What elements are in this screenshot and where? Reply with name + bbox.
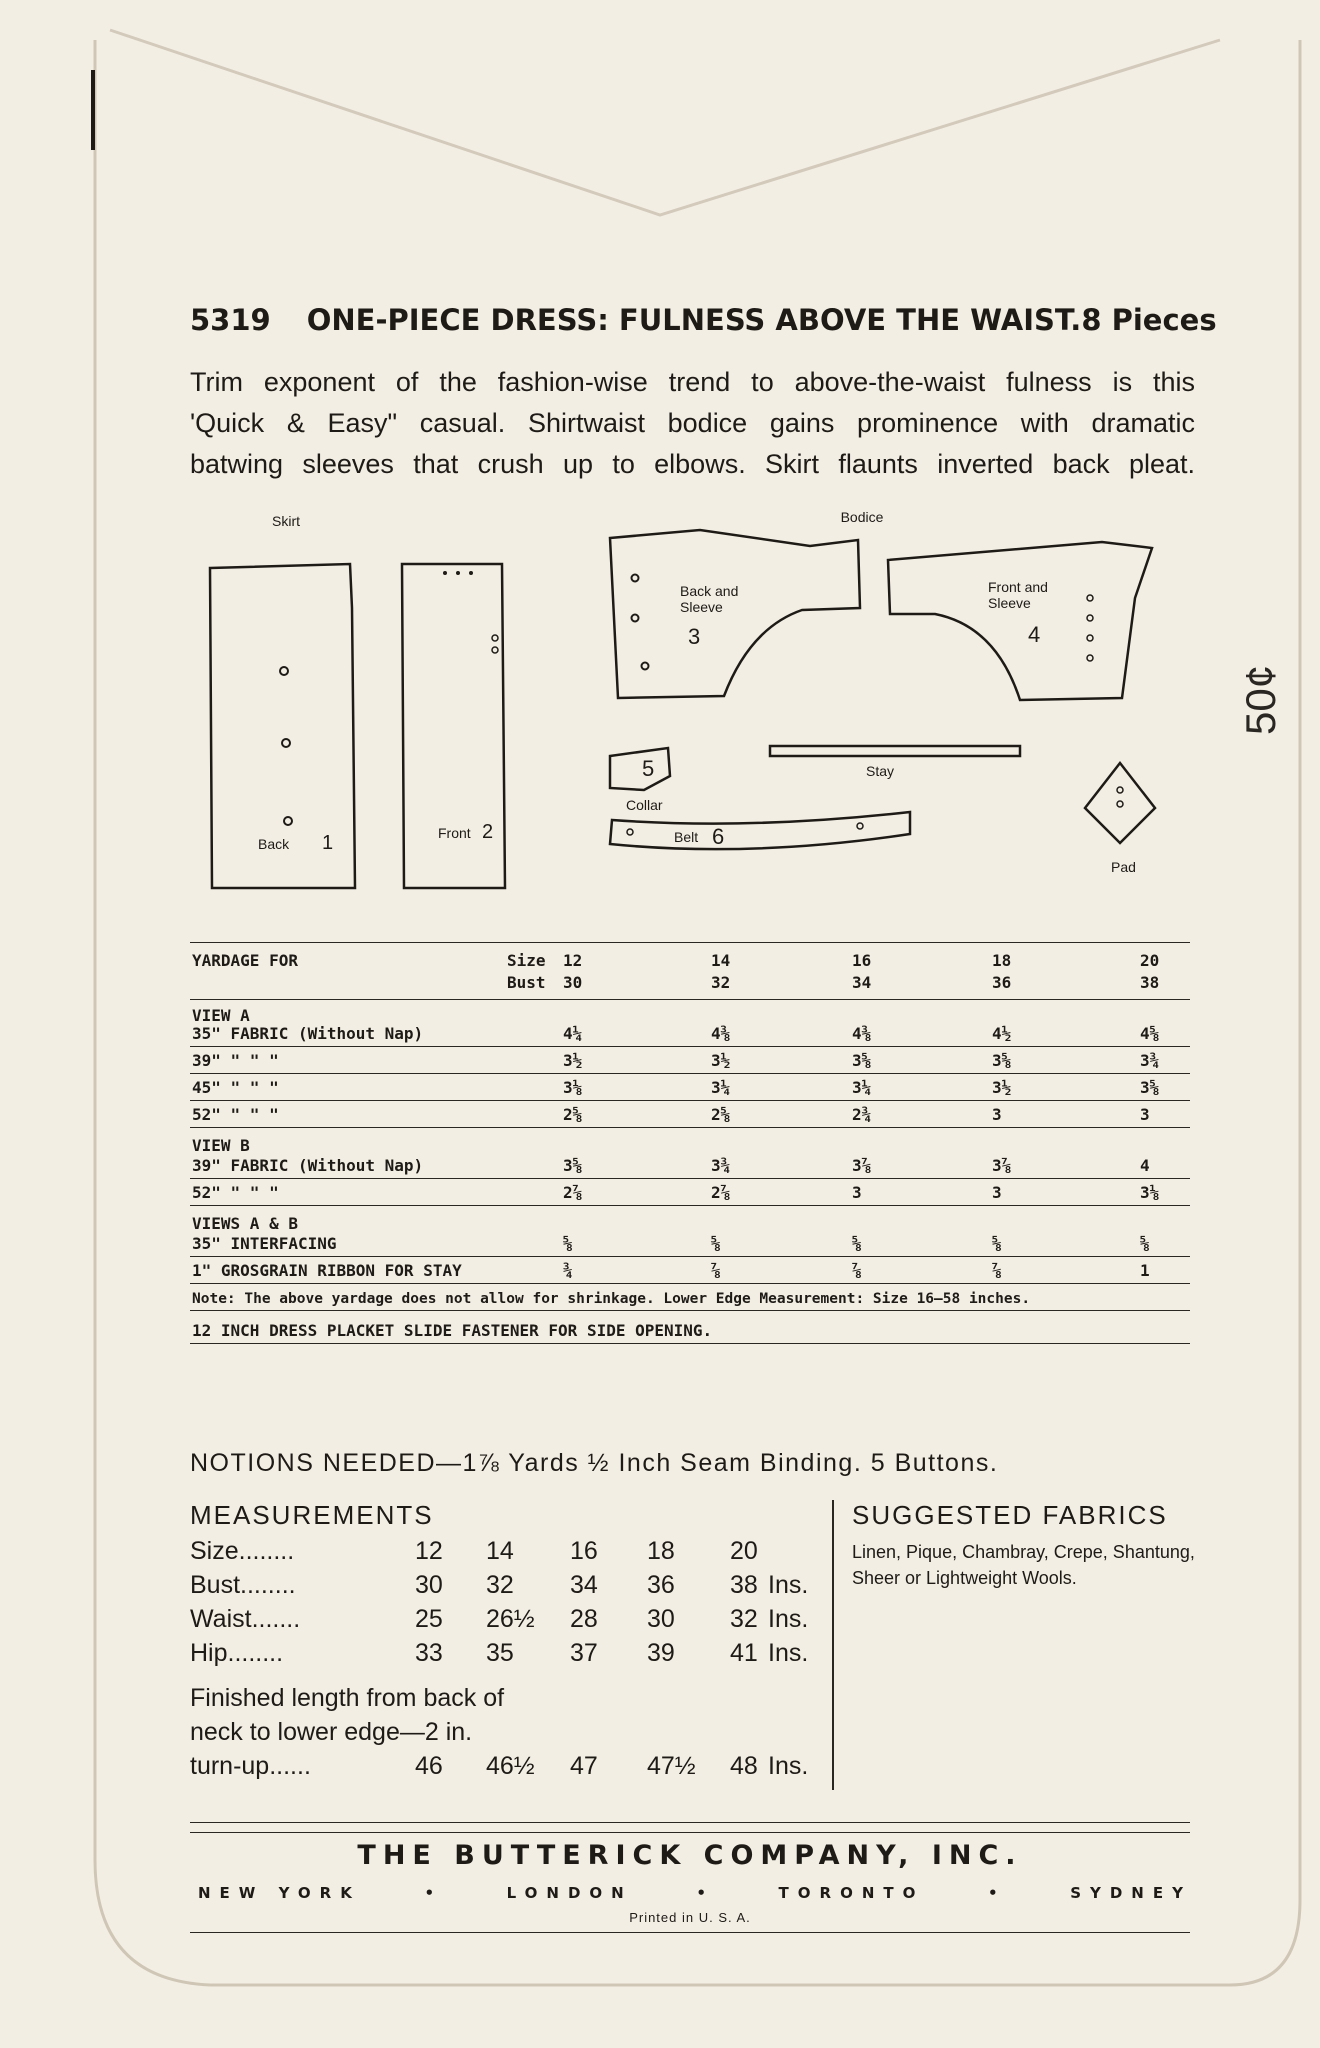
- cities-line: [198, 1884, 1192, 1902]
- front-sleeve-label: Sleeve: [988, 595, 1031, 611]
- row-value: 3⅝: [992, 1051, 1012, 1070]
- row-value: 1: [1140, 1261, 1150, 1280]
- back-sleeve-number: 3: [688, 624, 701, 649]
- front-sleeve-number: 4: [1028, 622, 1041, 647]
- bodice-label: Bodice: [840, 509, 884, 525]
- row-label: 35" FABRIC (Without Nap): [192, 1024, 424, 1043]
- back-sleeve-label: Sleeve: [680, 599, 723, 615]
- row-value: ¾: [563, 1261, 573, 1280]
- turnup-value: 47: [570, 1752, 598, 1780]
- back-sleeve-piece: [610, 530, 860, 698]
- measurements-title: MEASUREMENTS: [190, 1500, 434, 1530]
- measurement-row: [190, 1571, 830, 1605]
- row-label: 1" GROSGRAIN RIBBON FOR STAY: [192, 1261, 462, 1280]
- belt-number: 6: [712, 824, 725, 849]
- row-value: 3: [992, 1183, 1002, 1202]
- table-row: [190, 1257, 1190, 1284]
- table-row: [190, 1230, 1190, 1257]
- row-value: 4⅜: [852, 1024, 872, 1043]
- row-value: 3⅝: [1140, 1078, 1160, 1097]
- measurement-value: 30: [415, 1571, 443, 1599]
- views-ab-heading-row: [190, 1206, 1190, 1233]
- measurement-value: 14: [486, 1537, 514, 1565]
- belt-label: Belt: [674, 829, 699, 845]
- front-sleeve-label: Front and: [988, 579, 1048, 595]
- row-value: 3¼: [852, 1078, 872, 1097]
- turnup-row: [190, 1749, 830, 1783]
- bust-38: 38: [1140, 973, 1160, 992]
- row-value: 2¾: [852, 1105, 872, 1124]
- row-label: 45" " " ": [192, 1078, 279, 1097]
- placket-note: 12 INCH DRESS PLACKET SLIDE FASTENER FOR SIDE OPENING.: [192, 1321, 713, 1340]
- description: [190, 362, 1195, 485]
- bust-36: 36: [992, 973, 1012, 992]
- measurement-row: [190, 1639, 830, 1673]
- bullet: •: [424, 1884, 444, 1902]
- finished-length-line: Finished length from back of: [190, 1684, 505, 1712]
- row-value: ⅝: [711, 1234, 721, 1253]
- yardage-title: YARDAGE FOR: [192, 951, 298, 970]
- view-a-heading-row: [190, 1000, 1190, 1025]
- row-value: ⅞: [711, 1261, 721, 1280]
- pad-label: Pad: [1111, 859, 1136, 875]
- measurement-value: 32: [486, 1571, 514, 1599]
- notions-needed: [190, 1449, 1190, 1478]
- turnup-unit: Ins.: [768, 1752, 809, 1780]
- stay-piece: [770, 746, 1020, 756]
- measurement-value: 30: [647, 1605, 675, 1633]
- measurement-value: 39: [647, 1639, 675, 1667]
- measurement-value: 32: [730, 1605, 758, 1633]
- measurement-value: 36: [647, 1571, 675, 1599]
- row-value: 2⅝: [563, 1105, 583, 1124]
- turnup-label: turn-up......: [190, 1752, 311, 1780]
- row-value: 3⅝: [852, 1051, 872, 1070]
- yardage-note: Note: The above yardage does not allow for shrinkage. Lower Edge Measurement: Size 16—58 inches.: [192, 1291, 1031, 1307]
- fabrics-title: SUGGESTED FABRICS: [852, 1500, 1168, 1530]
- size-18: 18: [992, 951, 1012, 970]
- row-value: ⅝: [563, 1234, 573, 1253]
- size-20: 20: [1140, 951, 1160, 970]
- collar-piece: [610, 748, 670, 790]
- measurement-value: 33: [415, 1639, 443, 1667]
- city: LONDON: [506, 1884, 633, 1902]
- collar-number: 5: [642, 756, 655, 781]
- row-value: 3: [1140, 1105, 1150, 1124]
- yardage-header-row: [190, 942, 1190, 1000]
- pattern-title: ONE-PIECE DRESS: FULNESS ABOVE THE WAIST.: [306, 303, 1082, 337]
- bust-30: 30: [563, 973, 583, 992]
- row-value: ⅞: [992, 1261, 1002, 1280]
- row-label: 52" " " ": [192, 1183, 279, 1202]
- row-value: 3¾: [1140, 1051, 1160, 1070]
- printed-note: Printed in U. S. A.: [629, 1910, 751, 1925]
- table-row: [190, 1074, 1190, 1101]
- back-sleeve-label: Back and: [680, 583, 739, 599]
- row-label: 52" " " ": [192, 1105, 279, 1124]
- size-14: 14: [711, 951, 731, 970]
- group-name: VIEWS A & B: [192, 1214, 298, 1233]
- measurement-value: 25: [415, 1605, 443, 1633]
- stay-label: Stay: [866, 763, 895, 779]
- measurement-value: 20: [730, 1537, 758, 1565]
- piece-count: 8 Pieces: [1081, 303, 1217, 337]
- measurement-unit: Ins.: [768, 1605, 809, 1633]
- row-value: ⅞: [852, 1261, 862, 1280]
- measurement-label: Waist.......: [190, 1605, 301, 1633]
- row-label: 39" " " ": [192, 1051, 279, 1070]
- measurement-value: 18: [647, 1537, 675, 1565]
- measurement-value: 37: [570, 1639, 598, 1667]
- belt-piece: [610, 812, 910, 849]
- city: NEW YORK: [198, 1884, 361, 1902]
- row-value: 4⅝: [1140, 1024, 1160, 1043]
- view-b-heading-row: [190, 1128, 1190, 1155]
- row-value: 3¼: [711, 1078, 731, 1097]
- notions-lead: NOTIONS NEEDED: [190, 1449, 437, 1477]
- row-value: 2⅞: [711, 1183, 731, 1202]
- pattern-header: [190, 298, 1217, 342]
- front-number: 2: [482, 821, 494, 843]
- bullet: •: [987, 1884, 1007, 1902]
- measurement-value: 34: [570, 1571, 598, 1599]
- measurement-row: [190, 1605, 830, 1639]
- bust-label: Bust: [507, 973, 546, 992]
- measurement-value: 28: [570, 1605, 598, 1633]
- row-value: ⅝: [1140, 1234, 1150, 1253]
- measurement-unit: Ins.: [768, 1639, 809, 1667]
- back-label: Back: [258, 836, 290, 852]
- finished-length: [190, 1681, 830, 1783]
- bullet: •: [696, 1884, 715, 1902]
- footer-rule: [190, 1822, 1190, 1823]
- pattern-number: 5319: [190, 303, 271, 337]
- row-value: 3: [852, 1183, 862, 1202]
- bust-34: 34: [852, 973, 872, 992]
- table-row: [190, 1047, 1190, 1074]
- description-line: batwing sleeves that crush up to elbows. Skirt flaunts inverted back pleat.: [190, 449, 1195, 479]
- measurement-row: [190, 1537, 830, 1571]
- row-label: 35" INTERFACING: [192, 1234, 337, 1253]
- row-value: 3⅝: [563, 1156, 583, 1175]
- table-row: [190, 1152, 1190, 1179]
- measurement-value: 26½: [486, 1605, 535, 1633]
- footer-rule: [190, 1932, 1190, 1933]
- suggested-fabrics: [852, 1500, 1197, 1591]
- row-value: ⅝: [852, 1234, 862, 1253]
- measurement-label: Hip........: [190, 1639, 284, 1667]
- placket-row: [190, 1311, 1190, 1344]
- row-value: ⅝: [992, 1234, 1002, 1253]
- turnup-value: 47½: [647, 1752, 696, 1780]
- measurement-value: 12: [415, 1537, 443, 1565]
- row-value: 3½: [563, 1051, 583, 1070]
- table-row: [190, 1179, 1190, 1206]
- front-sleeve-piece: [888, 542, 1152, 700]
- table-row: [190, 1101, 1190, 1128]
- front-label: Front: [438, 825, 471, 841]
- pad-piece: [1085, 763, 1155, 843]
- city: TORONTO: [778, 1884, 925, 1902]
- measurement-value: 16: [570, 1537, 598, 1565]
- row-value: 3¾: [711, 1156, 731, 1175]
- row-value: 3: [992, 1105, 1002, 1124]
- row-value: 3⅞: [852, 1156, 872, 1175]
- size-16: 16: [852, 951, 872, 970]
- finished-length-line: neck to lower edge—2 in.: [190, 1718, 473, 1746]
- group-name: VIEW B: [192, 1136, 250, 1155]
- measurements-section: [190, 1500, 830, 1783]
- table-row: [190, 1020, 1190, 1047]
- measurement-value: 38: [730, 1571, 758, 1599]
- fabrics-text: Linen, Pique, Chambray, Crepe, Shantung, Sheer or Lightweight Wools.: [852, 1542, 1195, 1588]
- pattern-pieces-diagram: [190, 508, 1190, 898]
- section-divider: [832, 1500, 834, 1790]
- footer-rule: [190, 1832, 1190, 1833]
- description-line: Trim exponent of the fashion-wise trend to above-the-waist fulness is this: [190, 367, 1195, 397]
- row-value: 2⅞: [563, 1183, 583, 1202]
- row-value: 4¼: [563, 1024, 583, 1043]
- description-line: 'Quick & Easy" casual. Shirtwaist bodice gains prominence with dramatic: [190, 408, 1195, 438]
- row-value: 3⅞: [992, 1156, 1012, 1175]
- row-value: 3⅛: [1140, 1183, 1160, 1202]
- measurement-value: 35: [486, 1639, 514, 1667]
- measurement-label: Size........: [190, 1537, 295, 1565]
- collar-label: Collar: [626, 797, 663, 813]
- size-12: 12: [563, 951, 583, 970]
- city: SYDNEY: [1070, 1884, 1192, 1902]
- turnup-value: 46½: [486, 1752, 535, 1780]
- row-value: 3½: [711, 1051, 731, 1070]
- bust-32: 32: [711, 973, 731, 992]
- measurement-unit: Ins.: [768, 1571, 809, 1599]
- measurement-label: Bust........: [190, 1571, 296, 1599]
- row-value: 4: [1140, 1156, 1150, 1175]
- row-value: 2⅝: [711, 1105, 731, 1124]
- yardage-table: [190, 942, 1190, 1344]
- size-label: Size: [507, 951, 546, 970]
- row-value: 4½: [992, 1024, 1012, 1043]
- row-label: 39" FABRIC (Without Nap): [192, 1156, 424, 1175]
- yardage-note-row: [190, 1284, 1190, 1311]
- skirt-label: Skirt: [272, 513, 300, 529]
- measurement-value: 41: [730, 1639, 758, 1667]
- company-name: THE BUTTERICK COMPANY, INC.: [357, 1840, 1023, 1871]
- turnup-value: 46: [415, 1752, 443, 1780]
- price-label: 50¢: [1237, 664, 1284, 735]
- back-number: 1: [322, 832, 334, 854]
- row-value: 3½: [992, 1078, 1012, 1097]
- turnup-value: 48: [730, 1752, 758, 1780]
- group-name: VIEW A: [192, 1006, 250, 1025]
- notions-text: —1⅞ Yards ½ Inch Seam Binding. 5 Buttons.: [436, 1449, 999, 1477]
- row-value: 4⅜: [711, 1024, 731, 1043]
- row-value: 3⅛: [563, 1078, 583, 1097]
